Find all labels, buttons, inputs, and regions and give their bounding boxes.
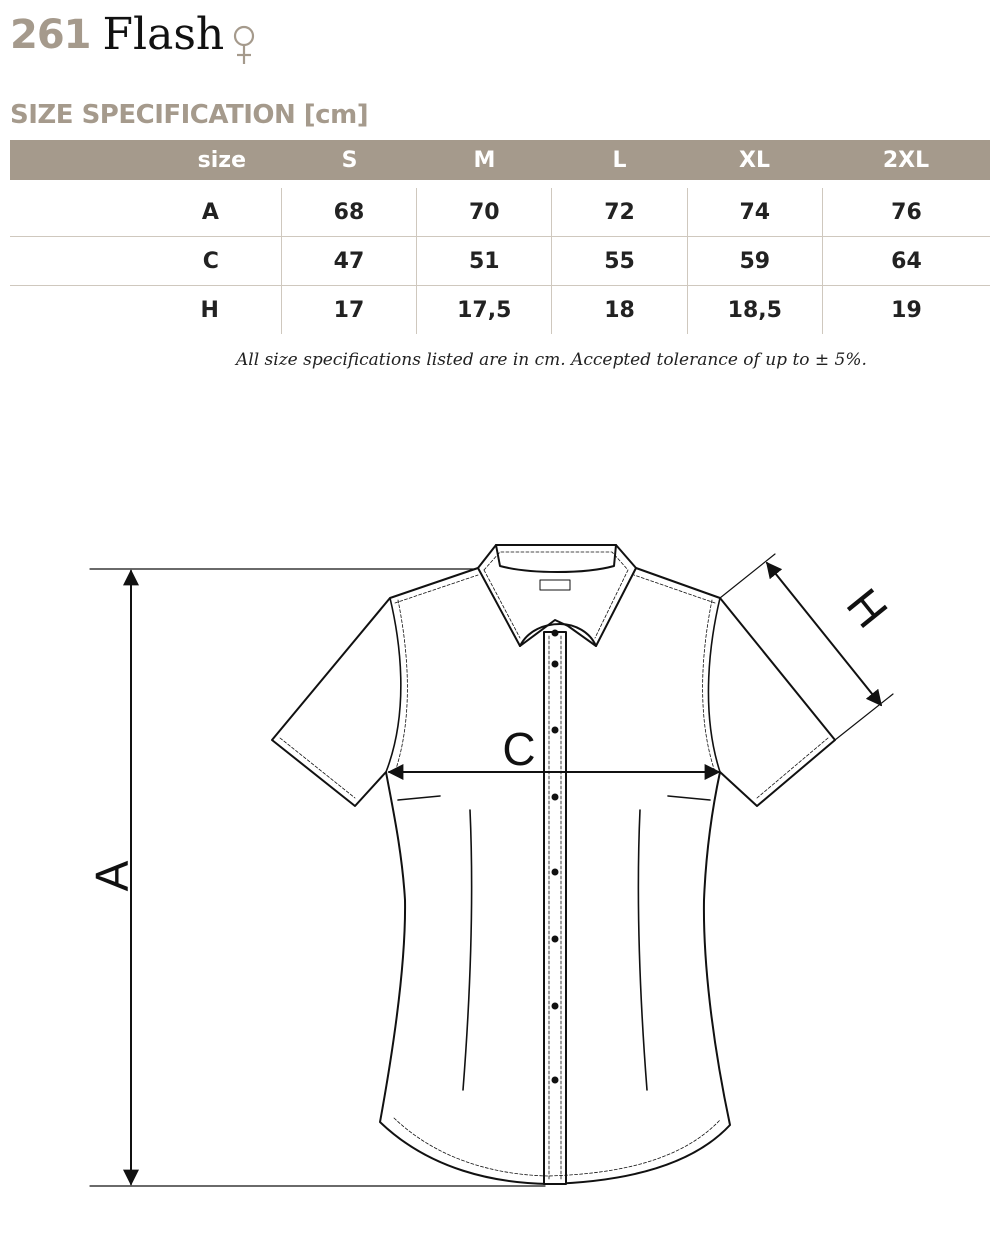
header-size-m: M	[473, 147, 496, 173]
table-cell: 64	[822, 237, 990, 285]
product-title	[10, 6, 258, 76]
female-symbol-icon	[230, 24, 258, 70]
table-cell: 76	[822, 188, 990, 236]
table-row-c	[10, 237, 990, 286]
product-name: Flash	[102, 9, 225, 60]
table-cell: 55	[551, 237, 686, 285]
product-code: 261	[10, 12, 91, 58]
table-cell: 18	[551, 286, 686, 334]
dimension-label-a: A	[86, 860, 138, 892]
header-size-2xl: 2XL	[882, 147, 930, 173]
dimension-label-h: H	[836, 578, 899, 638]
header-size-xl: XL	[739, 147, 770, 173]
size-spec-heading: SIZE SPECIFICATION [cm]	[10, 100, 369, 130]
shirt-measurement-diagram	[0, 530, 990, 1234]
table-cell: 59	[687, 237, 822, 285]
table-row-a	[10, 188, 990, 237]
row-label: H	[200, 297, 219, 323]
size-table-body	[10, 188, 990, 334]
row-label: C	[202, 248, 219, 274]
table-cell: 74	[687, 188, 822, 236]
header-size-l: L	[612, 147, 627, 173]
table-cell: 18,5	[687, 286, 822, 334]
header-corner: size	[197, 147, 246, 173]
row-label: A	[201, 199, 219, 225]
table-row-h	[10, 286, 990, 334]
table-cell: 47	[281, 237, 416, 285]
table-cell: 72	[551, 188, 686, 236]
table-cell: 51	[416, 237, 551, 285]
tolerance-note: All size specifications listed are in cm. Accepted tolerance of up to ± 5%.	[236, 350, 867, 370]
table-cell: 70	[416, 188, 551, 236]
size-table-header	[10, 140, 990, 180]
table-cell: 17,5	[416, 286, 551, 334]
table-cell: 68	[281, 188, 416, 236]
dimension-label-c: C	[502, 723, 536, 775]
header-size-s: S	[341, 147, 358, 173]
size-table	[10, 140, 990, 334]
table-cell: 19	[822, 286, 990, 334]
table-cell: 17	[281, 286, 416, 334]
